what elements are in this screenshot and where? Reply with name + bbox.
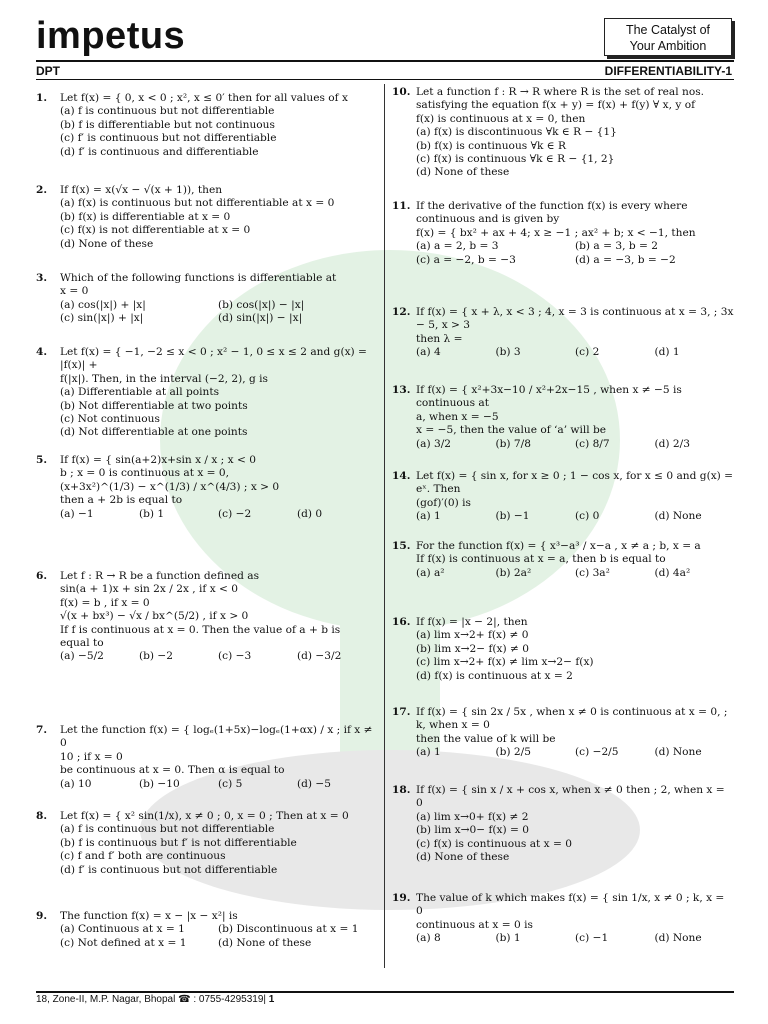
option: (d) a = −3, b = −2 — [575, 253, 676, 266]
question-stem: For the function f(x) = { x³−a³ / x−a , x ≠ a ; b, x = a — [416, 540, 701, 552]
question-number: 12. — [392, 306, 411, 318]
footer-address: 18, Zone-II, M.P. Nagar, Bhopal ☎ : 0755-4295319| — [36, 994, 267, 1005]
option: (b) −1 — [495, 510, 530, 523]
question-stem: Let the function f(x) = { logₑ(1+5x)−logₑ(1+αx) / x ; if x ≠ 0 — [60, 724, 373, 750]
option: (b) lim x→2− f(x) ≠ 0 — [416, 642, 529, 655]
question-stem: f(x) = { bx² + ax + 4; x ≥ −1 ; ax² + b; x < −1, then — [416, 226, 696, 239]
question-19 — [392, 892, 734, 946]
question-stem: √(x + bx³) − √x / bx^(5/2) , if x > 0 — [60, 610, 249, 623]
question-13 — [392, 384, 734, 451]
question-number: 3. — [36, 272, 48, 284]
sheet-type: DPT — [36, 64, 60, 78]
question-stem: be continuous at x = 0. Then α is equal to — [60, 764, 285, 777]
option: (d) sin(|x|) − |x| — [218, 312, 303, 325]
question-number: 15. — [392, 540, 411, 552]
question-stem: The value of k which makes f(x) = { sin 1/x, x ≠ 0 ; k, x = 0 — [416, 892, 725, 918]
question-number: 18. — [392, 784, 411, 796]
question-10 — [392, 86, 734, 180]
question-stem: satisfying the equation f(x + y) = f(x) + f(y) ∀ x, y of — [416, 99, 696, 112]
question-9 — [36, 910, 376, 950]
sheet-topic: DIFFERENTIABILITY-1 — [604, 64, 732, 78]
question-stem: (gof)′(0) is — [416, 496, 471, 509]
question-8 — [36, 810, 376, 877]
option: (d) None — [654, 510, 702, 523]
option: (d) None — [654, 932, 702, 945]
question-14 — [392, 470, 734, 524]
question-number: 13. — [392, 384, 411, 396]
question-number: 7. — [36, 724, 48, 736]
option: (c) f(x) is not differentiable at x = 0 — [60, 224, 251, 237]
question-stem: b ; x = 0 is continuous at x = 0, — [60, 467, 230, 480]
question-stem: If f(x) = { sin(a+2)x+sin x / x ; x < 0 — [60, 454, 256, 466]
option: (a) lim x→2+ f(x) ≠ 0 — [416, 629, 529, 642]
option: (c) 8/7 — [575, 437, 610, 450]
option: (a) 1 — [416, 510, 441, 523]
option: (c) f′ is continuous but not differentiable — [60, 132, 277, 145]
question-stem: equal to — [60, 637, 104, 650]
option: (c) f and f′ both are continuous — [60, 850, 226, 863]
option: (b) 7/8 — [495, 437, 531, 450]
option: (c) 3a² — [575, 566, 610, 579]
option: (a) f(x) is continuous but not differentiable at x = 0 — [60, 197, 335, 210]
header-subrule — [36, 79, 734, 80]
question-3 — [36, 272, 376, 326]
option: (c) Not defined at x = 1 — [60, 936, 187, 949]
question-stem: If the derivative of the function f(x) is every where — [416, 200, 688, 212]
option: (a) −5/2 — [60, 650, 104, 663]
question-stem: If f(x) = { sin 2x / 5x , when x ≠ 0 is continuous at x = 0, ; k, when x = 0 — [416, 706, 728, 732]
option: (d) 4a² — [654, 566, 691, 579]
option: (c) Not continuous — [60, 413, 160, 426]
question-stem: If f(x) is continuous at x = a, then b is equal to — [416, 553, 666, 566]
option: (a) 1 — [416, 746, 441, 759]
option: (d) None of these — [416, 851, 510, 864]
question-stem: If f(x) = { x²+3x−10 / x²+2x−15 , when x ≠ −5 is continuous at — [416, 384, 682, 410]
option: (b) f is continuous but f′ is not differentiable — [60, 836, 297, 849]
question-5 — [36, 454, 376, 521]
tagline-box — [604, 18, 732, 56]
question-stem: Let a function f : R → R where R is the set of real nos. — [416, 86, 705, 98]
option: (d) None — [654, 746, 702, 759]
option: (b) f(x) is continuous ∀k ∈ R — [416, 139, 566, 152]
question-number: 16. — [392, 616, 411, 628]
option: (c) sin(|x|) + |x| — [60, 312, 144, 325]
question-stem: continuous and is given by — [416, 213, 560, 226]
option: (b) −2 — [139, 650, 174, 663]
question-stem: The function f(x) = x − |x − x²| is — [60, 910, 238, 922]
question-stem: (x+3x²)^(1/3) − x^(1/3) / x^(4/3) ; x > 0 — [60, 480, 280, 493]
question-7 — [36, 724, 376, 791]
question-15 — [392, 540, 734, 580]
question-6 — [36, 570, 376, 664]
option: (d) 1 — [654, 346, 680, 359]
question-18 — [392, 784, 734, 864]
question-stem: Let f(x) = { 0, x < 0 ; x², x ≤ 0′ then for all values of x — [60, 92, 348, 104]
question-stem: x = 0 — [60, 285, 89, 298]
option: (d) 2/3 — [654, 437, 690, 450]
question-number: 9. — [36, 910, 48, 922]
column-divider — [384, 84, 385, 968]
question-number: 19. — [392, 892, 411, 904]
option: (b) 1 — [495, 932, 521, 945]
option: (c) f(x) is continuous at x = 0 — [416, 837, 572, 850]
question-number: 11. — [392, 200, 411, 212]
question-stem: 10 ; if x = 0 — [60, 750, 123, 763]
question-1 — [36, 92, 376, 159]
tagline-line-2: Your Ambition — [629, 39, 707, 53]
option: (c) −2 — [218, 507, 252, 520]
question-stem: If f(x) = |x − 2|, then — [416, 616, 528, 628]
question-stem: then a + 2b is equal to — [60, 494, 183, 507]
option: (d) f′ is continuous but not differentiable — [60, 863, 278, 876]
footer-rule — [36, 991, 734, 993]
option: (d) −3/2 — [297, 650, 342, 663]
option: (a) f(x) is discontinuous ∀k ∈ R − {1} — [416, 126, 617, 139]
question-stem: If f(x) = { sin x / x + cos x, when x ≠ 0 then ; 2, when x = 0 — [416, 784, 725, 810]
question-stem: then λ = — [416, 332, 463, 345]
question-stem: f(|x|). Then, in the interval (−2, 2), g is — [60, 372, 268, 385]
option: (b) 2a² — [495, 566, 532, 579]
question-4 — [36, 346, 376, 440]
question-stem: Let f : R → R be a function defined as — [60, 570, 260, 582]
brand-logo: impetus — [36, 15, 186, 57]
footer — [36, 994, 274, 1005]
question-number: 8. — [36, 810, 48, 822]
option: (d) 0 — [297, 507, 323, 520]
option: (b) 2/5 — [495, 746, 531, 759]
option: (c) 2 — [575, 346, 600, 359]
option: (b) cos(|x|) − |x| — [218, 298, 305, 311]
question-16 — [392, 616, 734, 683]
option: (a) cos(|x|) + |x| — [60, 298, 146, 311]
question-stem: Which of the following functions is differentiable at — [60, 272, 337, 284]
question-number: 17. — [392, 706, 411, 718]
option: (c) −3 — [218, 650, 252, 663]
question-stem: x = −5, then the value of ‘a’ will be — [416, 424, 607, 437]
header-rule — [36, 60, 734, 62]
option: (a) f is continuous but not differentiable — [60, 105, 275, 118]
option: (a) 4 — [416, 346, 441, 359]
option: (b) −10 — [139, 777, 180, 790]
question-number: 2. — [36, 184, 48, 196]
option: (b) f is differentiable but not continuous — [60, 118, 275, 131]
question-stem: then the value of k will be — [416, 732, 556, 745]
option: (d) Not differentiable at one points — [60, 426, 248, 439]
question-stem: Let f(x) = { x² sin(1/x), x ≠ 0 ; 0, x = 0 ; Then at x = 0 — [60, 810, 349, 822]
question-2 — [36, 184, 376, 251]
option: (b) lim x→0− f(x) = 0 — [416, 824, 529, 837]
option: (a) −1 — [60, 507, 94, 520]
option: (a) 10 — [60, 777, 92, 790]
option: (a) lim x→0+ f(x) ≠ 2 — [416, 810, 529, 823]
option: (b) 1 — [139, 507, 165, 520]
option: (d) None of these — [416, 166, 510, 179]
question-stem: continuous at x = 0 is — [416, 918, 533, 931]
question-stem: If f(x) = x(√x − √(x + 1)), then — [60, 184, 223, 196]
question-number: 10. — [392, 86, 411, 98]
question-stem: Let f(x) = { sin x, for x ≥ 0 ; 1 − cos x, for x ≤ 0 and g(x) = eˣ. Then — [416, 470, 734, 496]
option: (a) 3/2 — [416, 437, 451, 450]
question-11 — [392, 200, 734, 267]
question-17 — [392, 706, 734, 760]
option: (c) f(x) is continuous ∀k ∈ R − {1, 2} — [416, 153, 615, 166]
option: (d) f(x) is continuous at x = 2 — [416, 669, 573, 682]
option: (a) Differentiable at all points — [60, 386, 220, 399]
question-stem: f(x) is continuous at x = 0, then — [416, 112, 586, 125]
option: (d) −5 — [297, 777, 332, 790]
option: (d) None of these — [60, 237, 154, 250]
option: (d) None of these — [218, 936, 312, 949]
option: (a) a² — [416, 566, 445, 579]
option: (a) f is continuous but not differentiable — [60, 823, 275, 836]
option: (a) Continuous at x = 1 — [60, 923, 185, 936]
option: (b) 3 — [495, 346, 521, 359]
option: (b) f(x) is differentiable at x = 0 — [60, 210, 231, 223]
option: (b) Discontinuous at x = 1 — [218, 923, 359, 936]
question-stem: sin(a + 1)x + sin 2x / 2x , if x < 0 — [60, 583, 239, 596]
option: (d) f′ is continuous and differentiable — [60, 145, 259, 158]
option: (c) lim x→2+ f(x) ≠ lim x→2− f(x) — [416, 656, 594, 669]
page-number: 1 — [268, 994, 275, 1005]
question-stem: f(x) = b , if x = 0 — [60, 596, 150, 609]
question-number: 5. — [36, 454, 48, 466]
option: (a) a = 2, b = 3 — [416, 240, 499, 253]
question-number: 6. — [36, 570, 48, 582]
question-number: 14. — [392, 470, 411, 482]
option: (c) 5 — [218, 777, 243, 790]
option: (c) a = −2, b = −3 — [416, 253, 516, 266]
option: (a) 8 — [416, 932, 441, 945]
question-stem: If f is continuous at x = 0. Then the value of a + b is — [60, 623, 341, 636]
question-12 — [392, 306, 734, 360]
question-stem: Let f(x) = { −1, −2 ≤ x < 0 ; x² − 1, 0 ≤ x ≤ 2 and g(x) = |f(x)| + — [60, 346, 367, 372]
option: (c) −2/5 — [575, 746, 619, 759]
question-stem: a, when x = −5 — [416, 410, 499, 423]
option: (c) −1 — [575, 932, 609, 945]
option: (b) Not differentiable at two points — [60, 399, 248, 412]
question-stem: If f(x) = { x + λ, x < 3 ; 4, x = 3 is continuous at x = 3, ; 3x − 5, x > 3 — [416, 306, 734, 332]
question-number: 1. — [36, 92, 48, 104]
question-number: 4. — [36, 346, 48, 358]
tagline-line-1: The Catalyst of — [625, 23, 711, 37]
option: (b) a = 3, b = 2 — [575, 240, 658, 253]
option: (c) 0 — [575, 510, 600, 523]
